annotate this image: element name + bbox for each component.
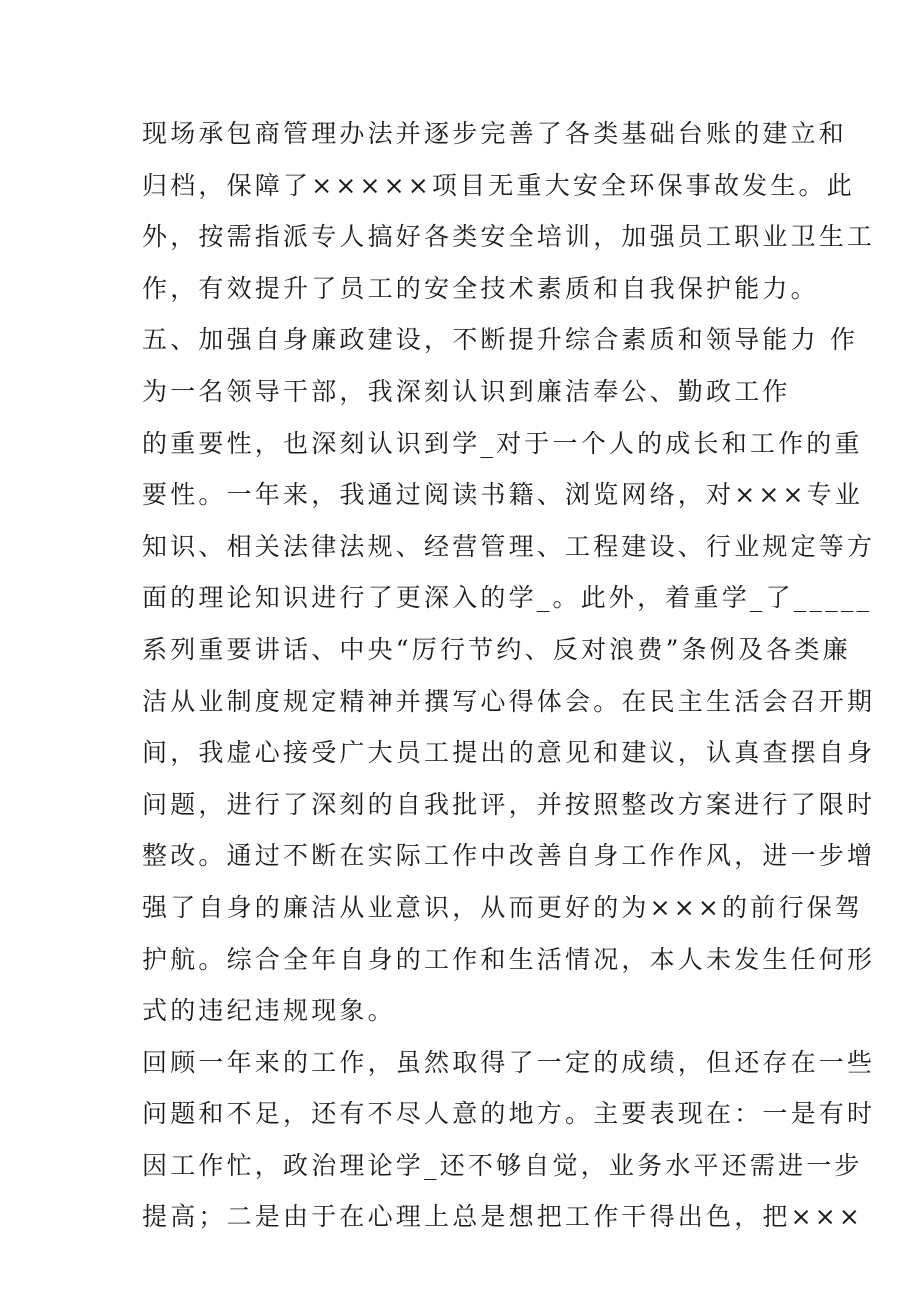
text-line: 整改。通过不断在实际工作中改善自身工作作风，进一步增 [142, 841, 876, 871]
text-line: 要性。一年来，我通过阅读书籍、浏览网络，对×××专业 [142, 480, 864, 510]
text-line: 系列重要讲话、中央“厉行节约、反对浪费”条例及各类廉 [142, 634, 851, 664]
text-line: 强了自身的廉洁从业意识，从而更好的为×××的前行保驾 [142, 892, 864, 922]
text-line: 归档，保障了×××××项目无重大安全环保事故发生。此 [142, 170, 855, 200]
text-line: 式的违纪违规现象。 [142, 996, 396, 1026]
text-line: 为一名领导干部，我深刻认识到廉洁奉公、勤政工作 [142, 376, 791, 406]
text-line: 间，我虚心接受广大员工提出的意见和建议，认真查摆自身 [142, 738, 876, 768]
text-line: 的重要性，也深刻认识到学_对于一个人的成长和工作的重 [142, 428, 863, 458]
text-line: 外，按需指派专人搞好各类安全培训，加强员工职业卫生工 [142, 222, 876, 252]
text-line: 问题和不足，还有不尽人意的地方。主要表现在：一是有时 [142, 1099, 876, 1129]
text-line: 问题，进行了深刻的自我批评，并按照整改方案进行了限时 [142, 789, 876, 819]
document-body [142, 108, 876, 1243]
text-line: 回顾一年来的工作，虽然取得了一定的成绩，但还存在一些 [142, 1047, 876, 1077]
text-line: 面的理论知识进行了更深入的学_。此外，着重学_了_____ [142, 583, 873, 613]
text-line: 洁从业制度规定精神并撰写心得体会。在民主生活会召开期 [142, 686, 876, 716]
text-line: 知识、相关法律法规、经营管理、工程建设、行业规定等方 [142, 531, 876, 561]
text-line: 因工作忙，政治理论学_还不够自觉，业务水平还需进一步 [142, 1150, 863, 1180]
text-line: 现场承包商管理办法并逐步完善了各类基础台账的建立和 [142, 119, 848, 148]
section-heading-line: 五、加强自身廉政建设，不断提升综合素质和领导能力 作 [142, 325, 859, 355]
text-line: 提高；二是由于在心理上总是想把工作干得出色，把××× [142, 1202, 864, 1232]
text-line: 作，有效提升了员工的安全技术素质和自我保护能力。 [142, 273, 819, 303]
text-line: 护航。综合全年自身的工作和生活情况，本人未发生任何形 [142, 944, 876, 974]
